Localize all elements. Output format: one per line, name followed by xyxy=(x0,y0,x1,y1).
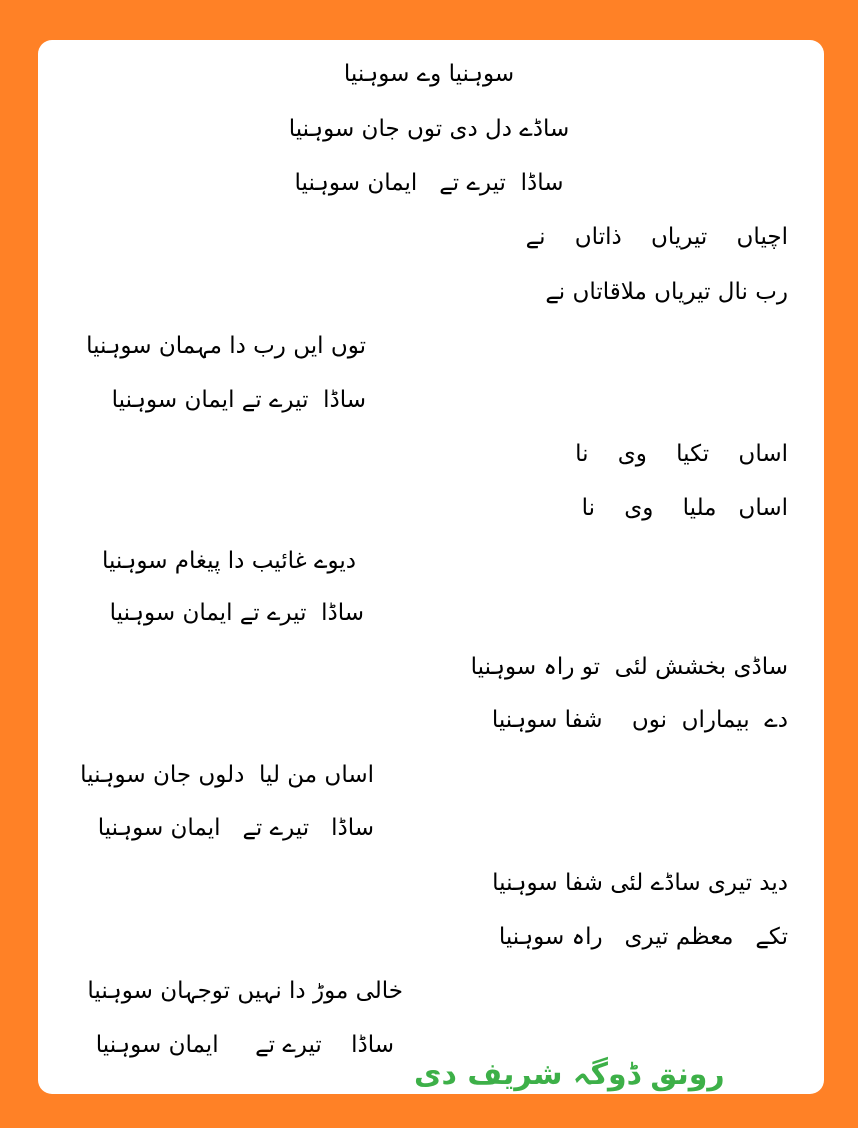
poem-line: ساڈے دل دی توں جان سوہنیا xyxy=(288,116,570,142)
poem-line: خالی موڑ دا نہیں توجہان سوہنیا xyxy=(87,978,403,1004)
poem-line: ساڈا تیرے تے ایمان سوہنیا xyxy=(109,600,364,626)
poem-line: اساں من لیا دلوں جان سوہنیا xyxy=(80,762,374,788)
poem-line: تکے معظم تیری راہ سوہنیا xyxy=(498,924,788,950)
poem-line: اچیاں تیریاں ذاتاں نے xyxy=(525,224,788,250)
poem-line: اساں تکیا وی نا xyxy=(575,441,788,467)
poem-line: ساڈا تیرے تے ایمان سوہنیا xyxy=(111,387,366,413)
poem-line: رب نال تیریاں ملاقاتاں نے xyxy=(545,279,788,305)
poem-line: اساں ملیا وی نا xyxy=(581,495,788,521)
poem-line: دے بیماراں نوں شفا سوہنیا xyxy=(491,707,788,733)
poem-line: ساڈا تیرے تے ایمان سوہنیا xyxy=(95,1032,394,1058)
poem-line: دیوے غائیب دا پیغام سوہنیا xyxy=(101,548,356,574)
poem-line: دید تیری ساڈے لئی شفا سوہنیا xyxy=(492,870,788,896)
poem-line: توں ایں رب دا مہمان سوہنیا xyxy=(86,333,366,359)
poem-line: ساڈا تیرے تے ایمان سوہنیا xyxy=(97,815,374,841)
poem-line: ساڈا تیرے تے ایمان سوہنیا xyxy=(294,170,564,196)
poem-line: سوہنیا وے سوہنیا xyxy=(343,61,515,87)
poem-line: ساڈی بخشش لئی تو راہ سوہنیا xyxy=(470,654,788,680)
footer-signature: رونق ڈوگہ شریف دی xyxy=(414,1057,725,1092)
